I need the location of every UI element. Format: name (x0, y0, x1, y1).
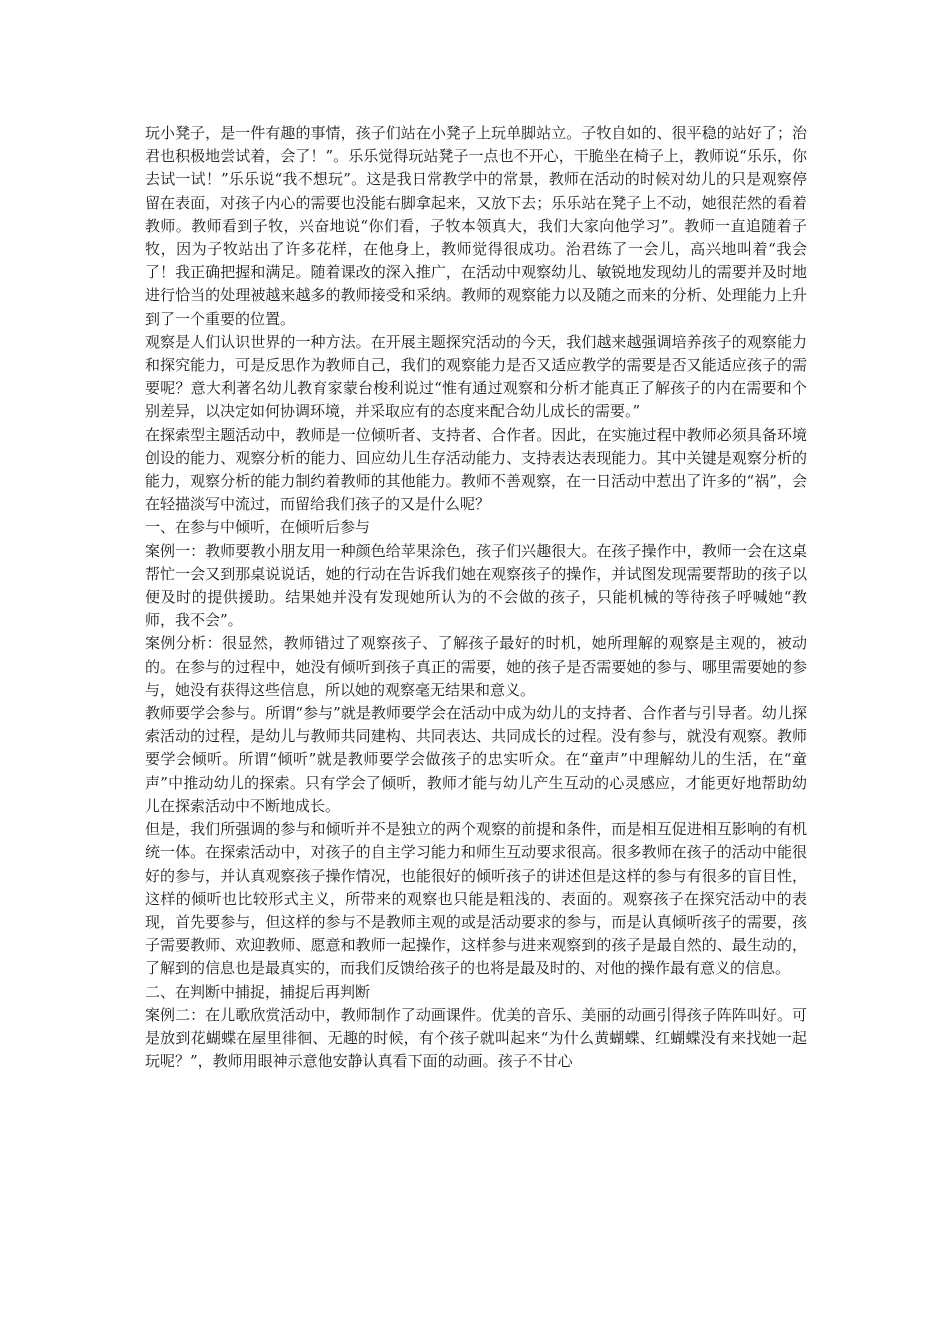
paragraph-case-2: 案例二：在儿歌欣赏活动中，教师制作了动画课件。优美的音乐、美丽的动画引得孩子阵阵叫好。可是放到花蝴蝶在屋里徘徊、无趣的时候，有个孩子就叫起来“为什么黄蝴蝶、红蝴蝶没有来找她一起玩呢？”，教师用眼神示意他安静认真看下面的动画。孩子不甘心 (145, 1005, 807, 1071)
section-heading-2: 二、在判断中捕捉，捕捉后再判断 (145, 982, 371, 1001)
paragraph-observation: 观察是人们认识世界的一种方法。在开展主题探究活动的今天，我们越来越强调培养孩子的观察能力和探究能力，可是反思作为教师自己，我们的观察能力是否又适应教学的需要是否又能适应孩子的需要呢？意大利著名幼儿教育家蒙台梭利说过“惟有通过观察和分析才能真正了解孩子的内在需要和个别差异，以决定如何协调环境，并采取应有的态度来配合幼儿成长的需要。” (145, 332, 807, 421)
paragraph-intro: 玩小凳子，是一件有趣的事情，孩子们站在小凳子上玩单脚站立。子牧自如的、很平稳的站好了；治君也积极地尝试着，会了！”。乐乐觉得玩站凳子一点也不开心，干脆坐在椅子上，教师说“乐乐，你去试一试！”乐乐说“我不想玩”。这是我日常教学中的常景，教师在活动的时候对幼儿的只是观察停留在表面，对孩子内心的需要也没能右脚拿起来，又放下去；乐乐站在凳子上不动，她很茫然的看着教师。教师看到子牧，兴奋地说“你们看，子牧本领真大，我们大家向他学习”。教师一直追随着子牧，因为子牧站出了许多花样，在他身上，教师觉得很成功。治君练了一会儿，高兴地叫着“我会了！我正确把握和满足。随着课改的深入推广，在活动中观察幼儿、敏锐地发现幼儿的需要并及时地进行恰当的处理被越来越多的教师接受和采纳。教师的观察能力以及随之而来的分析、处理能力上升到了一个重要的位置。 (145, 124, 807, 328)
paragraph-case-1-analysis: 案例分析：很显然，教师错过了观察孩子、了解孩子最好的时机，她所理解的观察是主观的，被动的。在参与的过程中，她没有倾听到孩子真正的需要，她的孩子是否需要她的参与、哪里需要她的参与，她没有获得这些信息，所以她的观察毫无结果和意义。 (145, 634, 807, 699)
document-page (145, 122, 807, 1073)
paragraph-unity: 但是，我们所强调的参与和倾听并不是独立的两个观察的前提和条件，而是相互促进相互影响的有机统一体。在探索活动中，对孩子的自主学习能力和师生互动要求很高。很多教师在孩子的活动中能很好的参与，并认真观察孩子操作情况，也能很好的倾听孩子的讲述但是这样的参与有很多的盲目性，这样的倾听也比较形式主义，所带来的观察也只能是粗浅的、表面的。观察孩子在探究活动中的表现，首先要参与，但这样的参与不是教师主观的或是活动要求的参与，而是认真倾听孩子的需要，孩子需要教师、欢迎教师、愿意和教师一起操作，这样参与进来观察到的孩子是最自然的、最生动的，了解到的信息也是最真实的，而我们反馈给孩子的也将是最及时的、对他的操作最有意义的信息。 (145, 820, 807, 978)
section-heading-1: 一、在参与中倾听，在倾听后参与 (145, 518, 371, 537)
paragraph-teacher-role: 在探索型主题活动中，教师是一位倾听者、支持者、合作者。因此，在实施过程中教师必须具备环境创设的能力、观察分析的能力、回应幼儿生存活动能力、支持表达表现能力。其中关键是观察分析的能力，观察分析的能力制约着教师的其他能力。教师不善观察，在一日活动中惹出了许多的“祸”，会在轻描淡写中流过，而留给我们孩子的又是什么呢？ (145, 425, 807, 514)
paragraph-case-1: 案例一：教师要教小朋友用一种颜色给苹果涂色，孩子们兴趣很大。在孩子操作中，教师一会在这桌帮忙一会又到那桌说说话，她的行动在告诉我们她在观察孩子的操作，并试图发现需要帮助的孩子以便及时的提供援助。结果她并没有发现她所认为的不会做的孩子，只能机械的等待孩子呼喊她“教师，我不会”。 (145, 541, 807, 630)
paragraph-participate-listen: 教师要学会参与。所谓“参与”就是教师要学会在活动中成为幼儿的支持者、合作者与引导者。幼儿探索活动的过程，是幼儿与教师共同建构、共同表达、共同成长的过程。没有参与，就没有观察。教师要学会倾听。所谓“倾听”就是教师要学会做孩子的忠实听众。在“童声”中理解幼儿的生活，在“童声”中推动幼儿的探索。只有学会了倾听，教师才能与幼儿产生互动的心灵感应，才能更好地帮助幼儿在探索活动中不断地成长。 (145, 704, 807, 815)
